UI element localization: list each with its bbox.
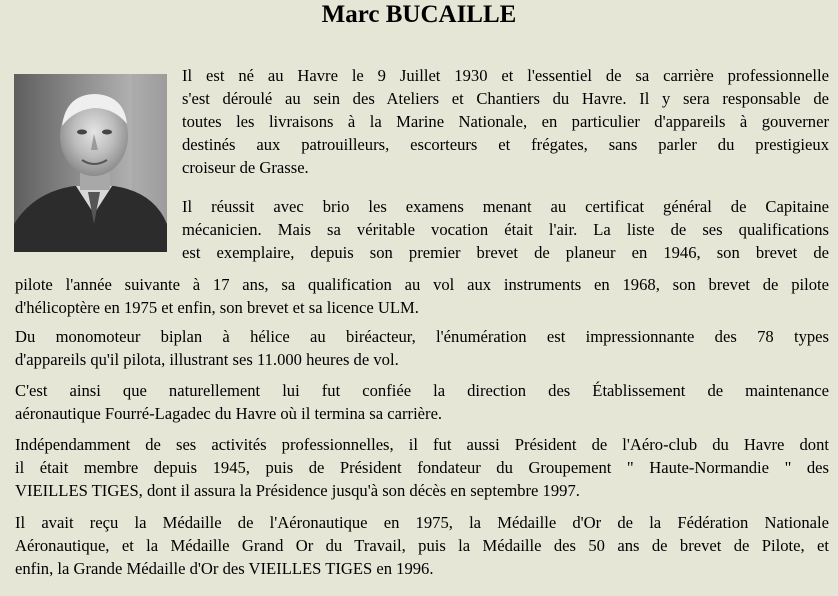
text-line: il était membre depuis 1945, puis de Président fondateur du Groupement " Haute-Normandie " des [15,458,829,477]
paragraph-aircraft-types [15,325,829,371]
text-line: toutes les livraisons à la Marine Nationale, en particulier d'appareils à gouverner [182,112,829,131]
text-line: croiseur de Grasse. [182,158,309,177]
paragraph-medals [15,511,829,580]
text-line: pilote l'année suivante à 17 ans, sa qualification au vol aux instruments en 1968, son brevet de pilote [15,275,829,294]
text-line: Aéronautique, et la Médaille Grand Or du Travail, puis la Médaille des 50 ans de brevet de Pilote, et [15,536,829,555]
text-line: Il réussit avec brio les examens menant au certificat général de Capitaine [182,197,829,216]
text-line: Indépendamment de ses activités professionnelles, il fut aussi Président de l'Aéro-club du Havre dont [15,435,829,454]
paragraph-aero-club [15,433,829,502]
paragraph-qualifications-end [15,273,829,319]
text-line: mécanicien. Mais sa véritable vocation était l'air. La liste de ses qualifications [182,220,829,239]
text-line: s'est déroulé au sein des Ateliers et Chantiers du Havre. Il y sera responsable de [182,89,829,108]
text-line: C'est ainsi que naturellement lui fut confiée la direction des Établissement de maintenance [15,381,829,400]
text-line: d'hélicoptère en 1975 et enfin, son brevet et sa licence ULM. [15,298,419,317]
text-line: aéronautique Fourré-Lagadec du Havre où il termina sa carrière. [15,404,443,423]
page-title: Marc BUCAILLE [321,1,517,28]
paragraph-maintenance [15,379,829,425]
text-line: Il est né au Havre le 9 Juillet 1930 et l'essentiel de sa carrière professionnelle [182,66,829,85]
paragraph-birth-career [182,64,829,179]
text-line: VIEILLES TIGES, dont il assura la Présidence jusqu'à son décès en septembre 1997. [15,481,580,500]
text-line: Du monomoteur biplan à hélice au biréacteur, l'énumération est impressionnante des 78 types [15,327,829,346]
text-line: enfin, la Grande Médaille d'Or des VIEILLES TIGES en 1996. [15,559,434,578]
paragraph-qualifications-start [182,195,829,264]
text-line: est exemplaire, depuis son premier brevet de planeur en 1946, son brevet de [182,243,829,262]
text-line: destinés aux patrouilleurs, escorteurs et frégates, sans parler du prestigieux [182,135,829,154]
text-line: Il avait reçu la Médaille de l'Aéronautique en 1975, la Médaille d'Or de la Fédération Nationale [15,513,829,532]
text-line: d'appareils qu'il pilota, illustrant ses 11.000 heures de vol. [15,350,399,369]
